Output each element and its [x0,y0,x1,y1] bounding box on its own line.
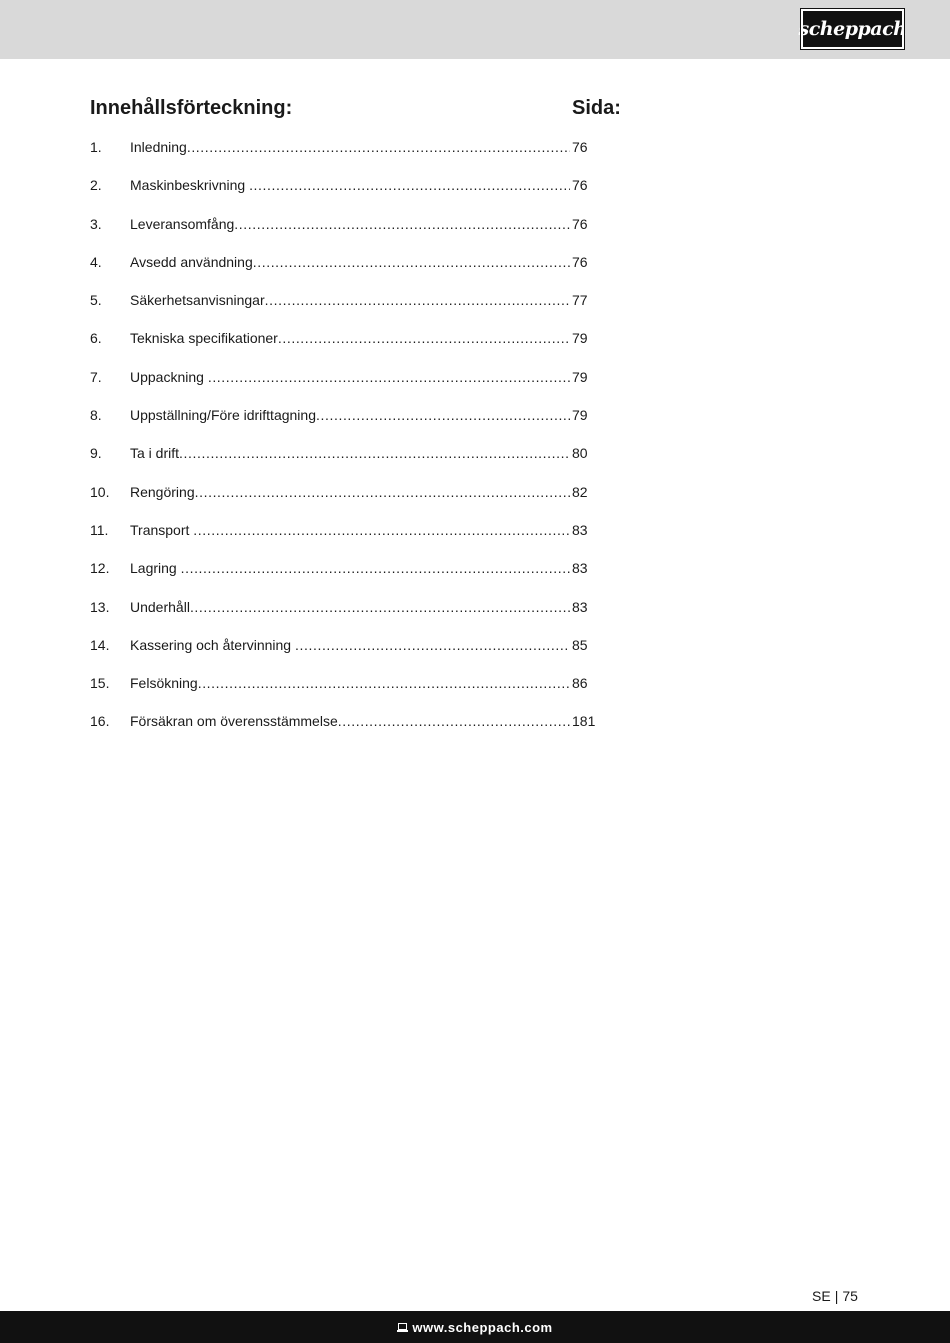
dot-leader [338,711,570,731]
toc-entry-line [130,635,570,655]
toc-entry-label: Felsökning [130,675,198,692]
toc-entry-page: 83 [572,560,588,577]
toc-entry-number: 1. [90,139,102,155]
toc-entry-label: Tekniska specifikationer [130,330,278,347]
laptop-icon [397,1323,408,1332]
toc-entry[interactable] [90,252,630,290]
toc-entry-label: Rengöring [130,483,195,500]
toc-entry-number: 9. [90,445,102,462]
dot-leader [190,597,570,617]
toc-entry-number: 7. [90,368,102,385]
toc-entry-number: 4. [90,253,102,270]
language-code: SE [812,1288,831,1304]
toc-entry-page: 79 [572,368,588,385]
toc-entry[interactable] [90,328,630,366]
page-indicator [812,1287,858,1305]
toc-entry[interactable] [90,597,630,635]
toc-entry-number: 13. [90,598,110,615]
toc-entry[interactable] [90,635,630,673]
footer-band [0,1311,950,1343]
toc-entry-number: 15. [90,675,110,692]
page-number: 75 [842,1288,858,1304]
dot-leader [198,673,570,693]
dot-leader [193,520,570,540]
toc-entry-page: 181 [572,713,596,730]
dot-leader [187,137,570,157]
website-text: www.scheppach.com [412,1319,553,1335]
toc-entry-page: 77 [572,292,588,309]
toc-entry-number: 16. [90,713,110,730]
toc-entry-line [130,673,570,693]
toc-entry-label: Uppackning [130,368,208,385]
toc-entry-page: 85 [572,636,588,653]
toc-entry-label: Ta i drift [130,445,180,462]
toc-entry-line [130,482,570,502]
toc-entry[interactable] [90,214,630,252]
toc-entry-number: 2. [90,177,102,194]
toc-entry-line [130,558,570,578]
dot-leader [234,214,570,234]
toc-entry[interactable] [90,137,630,175]
dot-leader [249,175,570,195]
toc-entry-page: 76 [572,177,588,194]
dot-leader [179,443,570,463]
toc-entry-number: 5. [90,292,102,309]
toc-entry-line [130,252,570,272]
toc-entry[interactable] [90,290,630,328]
toc-entry-page: 76 [572,139,588,155]
toc-entry-number: 3. [90,215,102,232]
toc-entry-label: Säkerhetsanvisningar [130,292,265,309]
dot-leader [195,482,570,502]
toc-entry-line [130,405,570,425]
toc-entry-line [130,711,570,731]
toc-entry-line [130,443,570,463]
toc-entry-number: 8. [90,407,102,424]
website-link[interactable] [397,1320,552,1335]
toc-entry-label: Kassering och återvinning [130,636,295,653]
toc-entry-page: 80 [572,445,588,462]
toc-entry-label: Maskinbeskrivning [130,177,250,194]
toc-entry-number: 12. [90,560,110,577]
toc-entry-page: 76 [572,215,588,232]
toc-entry-number: 14. [90,636,110,653]
toc-entry-page: 79 [572,407,588,424]
toc-entry-label: Inledning [130,139,187,155]
toc-entry-line [130,520,570,540]
toc-entry-label: Lagring [130,560,181,577]
toc-entry-page: 76 [572,253,588,270]
toc-entry-line [130,214,570,234]
toc-entry[interactable] [90,367,630,405]
dot-leader [278,328,570,348]
toc-entry-line [130,137,570,157]
toc-entry-page: 83 [572,598,588,615]
toc-entry[interactable] [90,405,630,443]
toc-entry-number: 10. [90,483,110,500]
dot-leader [316,405,570,425]
toc-entry-label: Uppställning/Före idrifttagning [130,407,316,424]
toc-entry-label: Avsedd användning [130,253,253,270]
toc-page-heading: Sida: [572,97,621,119]
dot-leader [253,252,570,272]
page-separator: | [834,1288,839,1304]
toc-entry-page: 82 [572,483,588,500]
toc-entry[interactable] [90,482,630,520]
header-band [0,0,950,59]
toc-entry-label: Leveransomfång [130,215,235,232]
toc-entry-label: Underhåll [130,598,190,615]
toc-entry[interactable] [90,711,630,749]
toc-entry-line [130,328,570,348]
toc-title: Innehållsförteckning: [90,97,293,119]
table-of-contents [90,137,630,750]
toc-entry-page: 79 [572,330,588,347]
toc-entry-page: 86 [572,675,588,692]
toc-entry[interactable] [90,520,630,558]
toc-entry-number: 6. [90,330,102,347]
toc-entry[interactable] [90,673,630,711]
toc-entry-label: Transport [130,521,194,538]
toc-entry-label: Försäkran om överensstämmelse [130,713,338,730]
toc-entry[interactable] [90,558,630,596]
toc-entry-page: 83 [572,521,588,538]
toc-entry[interactable] [90,175,630,213]
toc-entry-number: 11. [90,521,109,538]
dot-leader [265,290,570,310]
toc-entry-line [130,175,570,195]
scheppach-logo [798,9,907,49]
toc-entry-line [130,597,570,617]
toc-entry-line [130,290,570,310]
toc-entry-line [130,367,570,387]
toc-entry[interactable] [90,443,630,481]
dot-leader [295,635,570,655]
dot-leader [208,367,570,387]
logo-text: scheppach [798,17,907,40]
dot-leader [181,558,570,578]
